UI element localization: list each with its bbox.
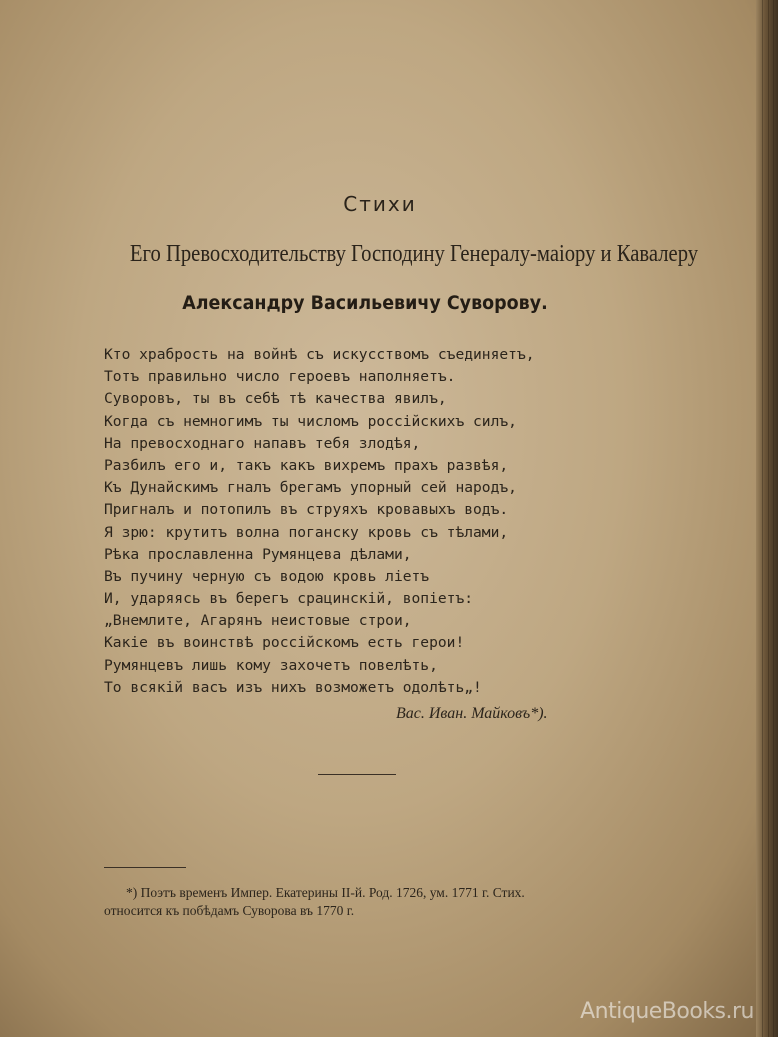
poem-line: Кто храбрость на войнѣ съ искусствомъ съединяетъ, [104,346,535,363]
author-signature: Вас. Иван. Майковъ*). [396,705,548,722]
poem-line: Пригналъ и потопилъ въ струяхъ кровавыхъ водъ. [104,501,509,519]
footnote-line: *) Поэтъ временъ Импер. Екатерины II-й. Род. 1726, ум. 1771 г. Стих. [126,885,525,900]
poem-line: На превосходнаго напавъ тебя злодѣя, [104,434,421,452]
poem-line: И, ударяясь въ берегъ срацинскій, вопіетъ: [104,590,474,608]
book-page-edge [756,0,778,1037]
poem-line: Какіе въ воинствѣ россійскомъ есть герои! [104,634,465,652]
poem-line: Разбилъ его и, такъ какъ вихремъ прахъ развѣя, [104,456,509,474]
poem-line: Тотъ правильно число героевъ наполняетъ. [104,368,456,386]
footnote [104,884,624,920]
poem-line: Румянцевъ лишь кому захочетъ повелѣть, [104,656,438,674]
poem-line: „Внемлите, Агарянъ неистовые строи, [104,612,412,630]
poem-line: Рѣка прославленна Румянцева дѣлами, [104,545,412,563]
section-divider [318,774,396,775]
poem-line: Когда съ немногимъ ты числомъ россійскихъ силъ, [104,412,517,430]
dedication-line: Его Превосходительству Господину Генералу-маіору и Кавалеру [129,241,699,267]
poem-line: Суворовъ, ты въ себѣ тѣ качества явилъ, [104,390,447,408]
footnote-line: относится къ побѣдамъ Суворова въ 1770 г. [104,903,355,918]
poem-line: То всякій васъ изъ нихъ возможетъ одолѣть„! [104,678,482,696]
watermark: AntiqueBooks.ru [580,999,754,1024]
poem-line: Въ пучину черную съ водою кровь лiетъ [104,567,430,585]
poem-line: Я зрю: крутитъ волна поганску кровь съ тѣлами, [104,523,509,541]
addressee-line: Александру Васильевичу Суворову. [182,292,548,314]
poem-line: Къ Дунайскимъ гналъ брегамъ упорный сей народъ, [104,479,517,497]
footnote-divider [104,867,186,868]
poem-title: Стихи [343,192,417,216]
poem-body [104,344,604,699]
